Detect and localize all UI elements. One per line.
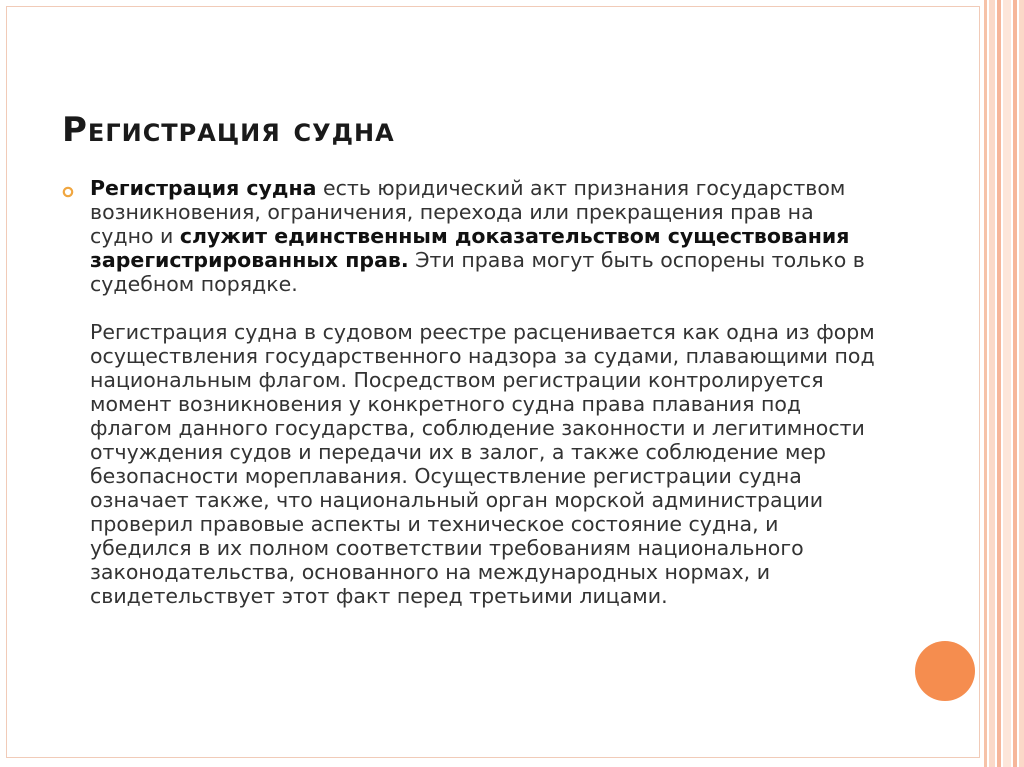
definition-tail: Эти права могут быть оспорены только в судебном порядке. xyxy=(90,248,865,296)
orange-circle-icon xyxy=(915,641,975,701)
stripe xyxy=(1019,0,1024,767)
stripe xyxy=(997,0,1001,767)
stripe xyxy=(1003,0,1011,767)
decorative-stripes xyxy=(984,0,1024,767)
stripe xyxy=(984,0,987,767)
stripe xyxy=(1013,0,1017,767)
term-bold: Регистрация судна xyxy=(90,176,317,200)
bullet-ring-icon xyxy=(62,186,74,198)
slide-body xyxy=(90,176,880,608)
paragraph-definition xyxy=(90,176,880,296)
paragraph-details: Регистрация судна в судовом реестре расценивается как одна из форм осуществления государственного надзора за судами, плавающими под национальным флагом. Посредством регистрации контролируется момент возникновения у конкретного судна права плавания под флагом данного государства, соблюдение законности и легитимности отчуждения судов и передачи их в залог, а также соблюдение мер безопасности мореплавания. Осуществление регистрации судна означает также, что национальный орган морской администрации проверил правовые аспекты и техническое состояние судна, и убедился в их полном соответствии требованиям национального законодательства, основанного на международных нормах, и свидетельствует этот факт перед третьими лицами. xyxy=(90,320,875,608)
slide-title: Регистрация судна xyxy=(62,110,395,150)
emphasis-bold: служит единственным доказательством существования зарегистрированных прав. xyxy=(90,224,850,272)
stripe xyxy=(989,0,995,767)
definition-text: есть юридический акт признания государством возникновения, ограничения, перехода или прекращения прав на судно и xyxy=(90,176,846,248)
